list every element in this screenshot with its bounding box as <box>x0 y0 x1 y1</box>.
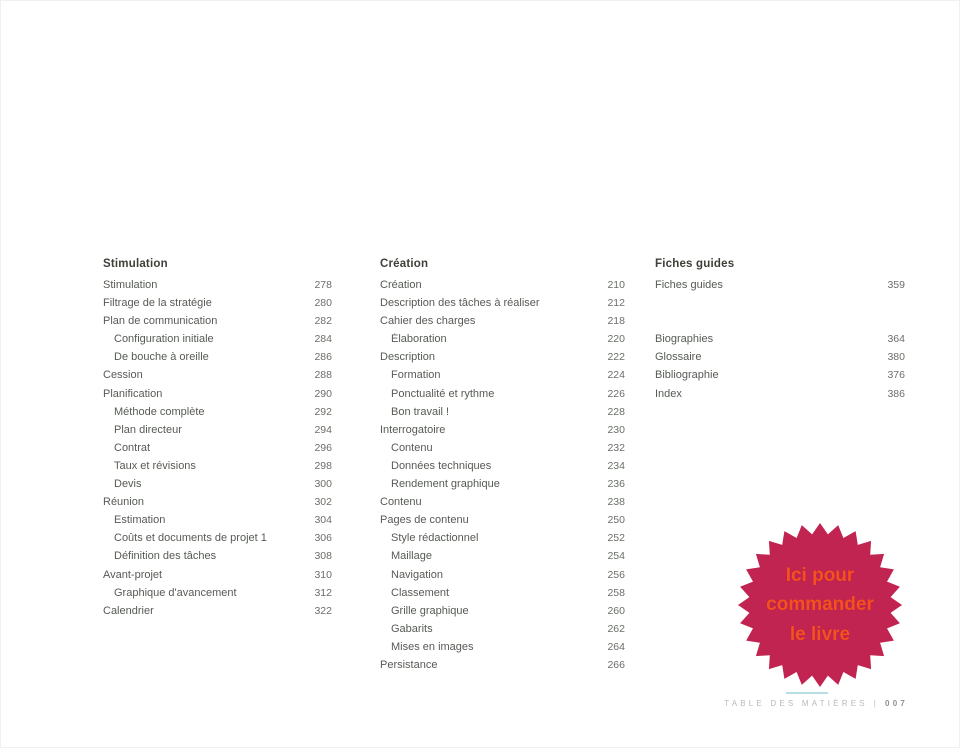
toc-row <box>380 424 625 442</box>
toc-entry-page-number: 288 <box>314 369 332 382</box>
toc-row <box>380 587 625 605</box>
toc-entry-page-number: 278 <box>314 279 332 291</box>
toc-entry-page-number: 224 <box>607 369 625 382</box>
toc-entry-page-number: 232 <box>607 441 625 454</box>
toc-row <box>655 279 905 297</box>
toc-entry-label: Stimulation <box>103 279 158 291</box>
toc-entry-label: Formation <box>391 369 441 382</box>
toc-entry-page-number: 380 <box>887 351 905 364</box>
toc-entry-label: Contrat <box>114 441 151 454</box>
toc-entry-page-number: 212 <box>607 297 625 310</box>
order-book-badge-text <box>737 522 903 688</box>
toc-row <box>380 605 625 623</box>
toc-entry-page-number: 234 <box>607 459 625 472</box>
toc-entry-label: Bibliographie <box>655 369 719 382</box>
toc-entry-label: Fiches guides <box>655 279 723 291</box>
toc-entry-page-number: 296 <box>314 441 332 454</box>
toc-entry-page-number: 218 <box>607 315 625 328</box>
toc-entry-page-number: 306 <box>314 532 332 545</box>
toc-entry-label: Plan de communication <box>103 315 218 328</box>
order-book-badge[interactable] <box>737 522 903 688</box>
toc-entry-page-number: 312 <box>314 586 332 599</box>
toc-entry-page-number: 286 <box>314 351 332 364</box>
toc-entry-label: Navigation <box>391 568 443 581</box>
toc-rows <box>103 279 332 623</box>
toc-row <box>380 569 625 587</box>
toc-row <box>380 388 625 406</box>
toc-row <box>655 369 905 387</box>
toc-entry-label: Contenu <box>380 496 422 509</box>
toc-entry-label: Glossaire <box>655 351 702 364</box>
toc-row <box>655 333 905 351</box>
footer-separator: | <box>873 699 880 708</box>
toc-entry-label: Réunion <box>103 496 144 509</box>
toc-row <box>380 641 625 659</box>
toc-row <box>380 369 625 387</box>
toc-row <box>103 424 332 442</box>
toc-entry-page-number: 322 <box>314 604 332 617</box>
toc-entry-page-number: 254 <box>607 550 625 563</box>
footer-accent-rule <box>786 692 828 694</box>
toc-row <box>103 333 332 351</box>
toc-row <box>103 569 332 587</box>
toc-row <box>103 388 332 406</box>
toc-row <box>103 550 332 568</box>
toc-row <box>103 279 332 297</box>
toc-entry-label: Maillage <box>391 550 432 563</box>
toc-entry-page-number: 298 <box>314 459 332 472</box>
toc-entry-label: Configuration initiale <box>114 333 214 346</box>
toc-entry-label: Avant-projet <box>103 568 163 581</box>
toc-row <box>380 550 625 568</box>
toc-entry-page-number: 376 <box>887 369 905 382</box>
toc-entry-page-number: 294 <box>314 423 332 436</box>
toc-entry-label: Description des tâches à réaliser <box>380 297 540 310</box>
toc-row <box>380 532 625 550</box>
toc-row <box>380 623 625 641</box>
toc-entry-label: Données techniques <box>391 459 492 472</box>
toc-entry-label: Index <box>655 387 682 400</box>
toc-column-header: Stimulation <box>103 258 168 270</box>
toc-entry-page-number: 256 <box>607 568 625 581</box>
toc-entry-page-number: 284 <box>314 333 332 346</box>
toc-entry-label: Graphique d'avancement <box>114 586 237 599</box>
toc-column-header: Fiches guides <box>655 258 735 270</box>
toc-row <box>655 388 905 406</box>
toc-column-stimulation <box>103 258 332 623</box>
toc-entry-label: Pages de contenu <box>380 514 469 527</box>
toc-entry-label: Calendrier <box>103 604 154 617</box>
toc-row <box>380 442 625 460</box>
toc-row <box>380 514 625 532</box>
toc-row <box>103 369 332 387</box>
toc-row <box>380 659 625 677</box>
toc-entry-page-number: 310 <box>314 568 332 581</box>
toc-entry-label: Filtrage de la stratégie <box>103 297 212 310</box>
toc-row <box>103 478 332 496</box>
toc-row <box>380 333 625 351</box>
toc-entry-page-number: 264 <box>607 640 625 653</box>
toc-row <box>103 351 332 369</box>
toc-column-fiches-guides <box>655 258 905 406</box>
toc-row <box>103 605 332 623</box>
toc-entry-page-number: 250 <box>607 514 625 527</box>
order-book-badge-line: Ici pour <box>785 564 855 586</box>
toc-entry-page-number: 304 <box>314 514 332 527</box>
toc-row <box>380 406 625 424</box>
toc-entry-page-number: 308 <box>314 550 332 563</box>
toc-entry-label: Estimation <box>114 514 166 527</box>
order-book-badge-line: commander <box>766 594 874 616</box>
toc-entry-label: Grille graphique <box>391 604 469 617</box>
toc-row <box>380 297 625 315</box>
toc-entry-label: Bon travail ! <box>391 405 450 418</box>
toc-entry-label: Persistance <box>380 658 438 671</box>
toc-row <box>103 496 332 514</box>
toc-row <box>103 587 332 605</box>
toc-row <box>380 351 625 369</box>
toc-entry-label: De bouche à oreille <box>114 351 209 364</box>
order-book-badge-line: le livre <box>789 623 851 645</box>
toc-entry-label: Planification <box>103 387 163 400</box>
toc-row <box>380 279 625 297</box>
toc-row <box>103 315 332 333</box>
toc-entry-page-number: 226 <box>607 387 625 400</box>
toc-row <box>103 297 332 315</box>
toc-column-header: Création <box>380 258 429 270</box>
toc-entry-label: Contenu <box>391 441 433 454</box>
toc-entry-label: Cession <box>103 369 143 382</box>
footer-page-number: 007 <box>885 699 908 708</box>
toc-row <box>380 496 625 514</box>
toc-entry-label: Taux et révisions <box>114 459 196 472</box>
toc-entry-label: Biographies <box>655 333 714 346</box>
toc-entry-page-number: 252 <box>607 532 625 545</box>
toc-row <box>103 460 332 478</box>
toc-entry-label: Coûts et documents de projet 1 <box>114 532 267 545</box>
toc-rows <box>380 279 625 677</box>
toc-entry-page-number: 280 <box>314 297 332 310</box>
toc-entry-label: Interrogatoire <box>380 423 446 436</box>
toc-entry-label: Rendement graphique <box>391 478 500 491</box>
toc-entry-label: Élaboration <box>391 333 447 346</box>
toc-column-creation <box>380 258 625 677</box>
toc-entry-page-number: 386 <box>887 387 905 400</box>
toc-entry-label: Méthode complète <box>114 405 205 418</box>
toc-row <box>655 351 905 369</box>
toc-entry-page-number: 238 <box>607 496 625 509</box>
toc-entry-label: Plan directeur <box>114 423 182 436</box>
toc-row <box>380 460 625 478</box>
toc-entry-page-number: 260 <box>607 604 625 617</box>
toc-entry-label: Classement <box>391 586 450 599</box>
toc-entry-page-number: 302 <box>314 496 332 509</box>
toc-entry-page-number: 220 <box>607 333 625 346</box>
toc-entry-page-number: 266 <box>607 658 625 671</box>
toc-entry-page-number: 210 <box>607 279 625 291</box>
toc-row <box>103 514 332 532</box>
toc-entry-label: Description <box>380 351 436 364</box>
toc-entry-page-number: 292 <box>314 405 332 418</box>
toc-entry-page-number: 262 <box>607 622 625 635</box>
toc-entry-page-number: 300 <box>314 478 332 491</box>
toc-entry-page-number: 230 <box>607 423 625 436</box>
toc-row <box>103 532 332 550</box>
toc-entry-label: Devis <box>114 478 142 491</box>
toc-entry-label: Cahier des charges <box>380 315 476 328</box>
toc-row <box>103 442 332 460</box>
toc-entry-page-number: 364 <box>887 333 905 346</box>
toc-entry-label: Création <box>380 279 422 291</box>
toc-row <box>103 406 332 424</box>
toc-entry-page-number: 258 <box>607 586 625 599</box>
toc-entry-page-number: 282 <box>314 315 332 328</box>
toc-entry-page-number: 236 <box>607 478 625 491</box>
toc-rows <box>655 279 905 406</box>
toc-row <box>380 315 625 333</box>
toc-entry-page-number: 290 <box>314 387 332 400</box>
toc-entry-label: Style rédactionnel <box>391 532 479 545</box>
toc-entry-page-number: 228 <box>607 405 625 418</box>
toc-row <box>380 478 625 496</box>
toc-entry-page-number: 359 <box>887 279 905 291</box>
toc-entry-label: Définition des tâches <box>114 550 217 563</box>
page-footer <box>724 699 908 708</box>
footer-section-label: TABLE DES MATIÈRES <box>724 699 868 708</box>
toc-entry-page-number: 222 <box>607 351 625 364</box>
toc-entry-label: Mises en images <box>391 640 474 653</box>
toc-entry-label: Gabarits <box>391 622 433 635</box>
toc-entry-label: Ponctualité et rythme <box>391 387 495 400</box>
